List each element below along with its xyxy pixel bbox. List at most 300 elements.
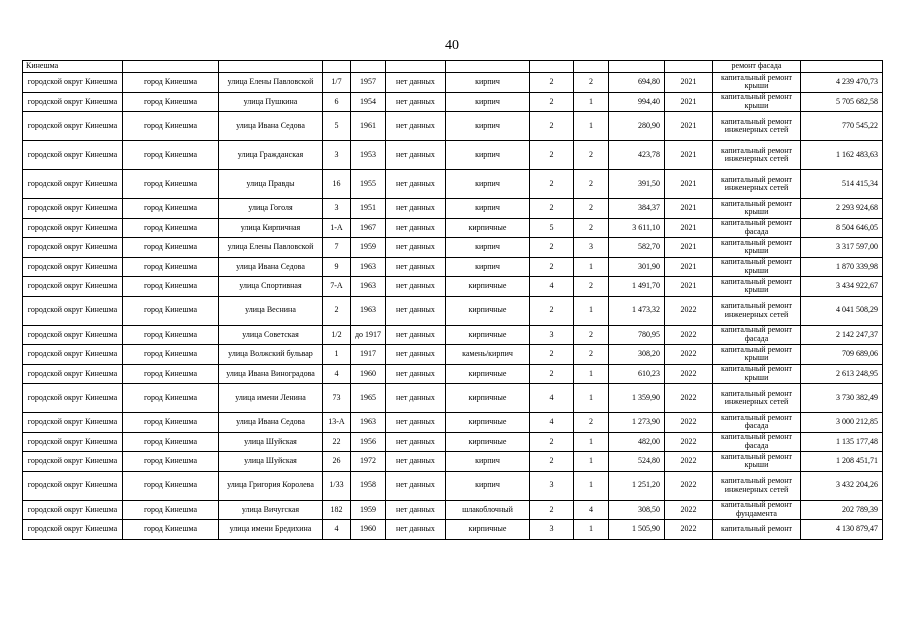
cell-entrances: 2 (574, 277, 609, 297)
cell-empty (219, 61, 323, 73)
cell-year-repair: нет данных (386, 520, 446, 540)
cell-wall-material: камень/кирпич (446, 345, 530, 365)
cell-street: улица Волжский бульвар (219, 345, 323, 365)
cell-wall-material: кирпич (446, 238, 530, 258)
cell-floors: 2 (530, 141, 574, 170)
cell-street: улица Вичугская (219, 500, 323, 520)
cell-floors: 2 (530, 92, 574, 112)
cell-work-type: капитальный ремонт фасада (713, 218, 801, 238)
cell-house-number: 4 (323, 364, 351, 384)
cell-entrances: 1 (574, 112, 609, 141)
table-row (23, 141, 883, 170)
cell-year-repair: нет данных (386, 364, 446, 384)
cell-area: 524,80 (609, 452, 665, 472)
cell-house-number: 73 (323, 384, 351, 413)
table-row (23, 257, 883, 277)
cell-street: улица Ивана Виноградова (219, 364, 323, 384)
cell-municipality: городской округ Кинешма (23, 277, 123, 297)
cell-work-type: капитальный ремонт крыши (713, 199, 801, 219)
cell-work-type: капитальный ремонт крыши (713, 277, 801, 297)
cell-area: 280,90 (609, 112, 665, 141)
cell-cost: 709 689,06 (801, 345, 883, 365)
cell-plan-year: 2021 (665, 199, 713, 219)
cell-area: 1 359,90 (609, 384, 665, 413)
cell-work-type: капитальный ремонт крыши (713, 452, 801, 472)
cell-year-repair: нет данных (386, 218, 446, 238)
cell-year-repair: нет данных (386, 170, 446, 199)
cell-cost: 1 208 451,71 (801, 452, 883, 472)
cell-house-number: 13-А (323, 413, 351, 433)
cell-work-type: капитальный ремонт инженерных сетей (713, 384, 801, 413)
cell-area: 391,50 (609, 170, 665, 199)
cell-house-number: 182 (323, 500, 351, 520)
cell-municipality: городской округ Кинешма (23, 413, 123, 433)
cell-house-number: 1/7 (323, 73, 351, 93)
cell-floors: 2 (530, 345, 574, 365)
cell-municipality: городской округ Кинешма (23, 345, 123, 365)
cell-floors: 2 (530, 238, 574, 258)
cell-house-number: 4 (323, 520, 351, 540)
cell-year-built: 1963 (351, 296, 386, 325)
cell-plan-year: 2022 (665, 345, 713, 365)
cell-settlement: город Кинешма (123, 238, 219, 258)
cell-year-built: 1967 (351, 218, 386, 238)
cell-area: 1 473,32 (609, 296, 665, 325)
cell-settlement: город Кинешма (123, 452, 219, 472)
cell-settlement: город Кинешма (123, 325, 219, 345)
cell-house-number: 7-А (323, 277, 351, 297)
cell-municipality: городской округ Кинешма (23, 238, 123, 258)
cell-wall-material: кирпичные (446, 413, 530, 433)
cell-wall-material: кирпичные (446, 384, 530, 413)
cell-year-repair: нет данных (386, 277, 446, 297)
cell-entrances: 2 (574, 73, 609, 93)
cell-year-repair: нет данных (386, 345, 446, 365)
cell-empty (574, 61, 609, 73)
cell-plan-year: 2022 (665, 325, 713, 345)
cell-year-built: 1917 (351, 345, 386, 365)
cell-area: 308,50 (609, 500, 665, 520)
cell-floors: 2 (530, 452, 574, 472)
cell-floors: 2 (530, 432, 574, 452)
cell-plan-year: 2022 (665, 452, 713, 472)
cell-municipality: городской округ Кинешма (23, 199, 123, 219)
cell-plan-year: 2022 (665, 471, 713, 500)
cell-street: улица Гоголя (219, 199, 323, 219)
cell-year-built: 1956 (351, 432, 386, 452)
table-row (23, 345, 883, 365)
cell-municipality: городской округ Кинешма (23, 452, 123, 472)
cell-area: 780,95 (609, 325, 665, 345)
cell-area: 423,78 (609, 141, 665, 170)
cell-plan-year: 2022 (665, 296, 713, 325)
cell-work-type: капитальный ремонт крыши (713, 92, 801, 112)
cell-empty (323, 61, 351, 73)
cell-area: 1 505,90 (609, 520, 665, 540)
cell-empty (446, 61, 530, 73)
cell-settlement: город Кинешма (123, 432, 219, 452)
cell-wall-material: кирпич (446, 452, 530, 472)
cell-house-number: 5 (323, 112, 351, 141)
cell-floors: 2 (530, 257, 574, 277)
cell-settlement: город Кинешма (123, 520, 219, 540)
cell-year-repair: нет данных (386, 413, 446, 433)
cell-cost: 4 239 470,73 (801, 73, 883, 93)
table-row (23, 471, 883, 500)
cell-settlement: город Кинешма (123, 199, 219, 219)
cell-cost: 770 545,22 (801, 112, 883, 141)
cell-settlement: город Кинешма (123, 257, 219, 277)
cell-entrances: 2 (574, 199, 609, 219)
cell-year-repair: нет данных (386, 452, 446, 472)
cell-area: 3 611,10 (609, 218, 665, 238)
cell-municipality: городской округ Кинешма (23, 364, 123, 384)
cell-wall-material: кирпич (446, 73, 530, 93)
cell-floors: 2 (530, 73, 574, 93)
cell-entrances: 2 (574, 170, 609, 199)
cell-area: 1 491,70 (609, 277, 665, 297)
cell-house-number: 1/2 (323, 325, 351, 345)
cell-area: 994,40 (609, 92, 665, 112)
cell-house-number: 7 (323, 238, 351, 258)
cell-area: 610,23 (609, 364, 665, 384)
cell-settlement: город Кинешма (123, 112, 219, 141)
cell-work-type: капитальный ремонт фундамента (713, 500, 801, 520)
cell-street: улица Ивана Седова (219, 112, 323, 141)
table-row-continued (23, 61, 883, 73)
cell-cost: 1 870 339,98 (801, 257, 883, 277)
cell-work-type: капитальный ремонт инженерных сетей (713, 170, 801, 199)
cell-municipality: городской округ Кинешма (23, 170, 123, 199)
cell-house-number: 1-А (323, 218, 351, 238)
cell-plan-year: 2021 (665, 170, 713, 199)
table-row (23, 73, 883, 93)
cell-cost: 2 613 248,95 (801, 364, 883, 384)
cell-year-built: 1972 (351, 452, 386, 472)
cell-year-built: 1963 (351, 257, 386, 277)
cell-plan-year: 2021 (665, 238, 713, 258)
cell-wall-material: кирпич (446, 199, 530, 219)
cell-wall-material: шлакоблочный (446, 500, 530, 520)
cell-work-type: капитальный ремонт фасада (713, 432, 801, 452)
cell-area: 308,20 (609, 345, 665, 365)
cell-street: улица Ивана Седова (219, 257, 323, 277)
cell-entrances: 2 (574, 345, 609, 365)
cell-house-number: 9 (323, 257, 351, 277)
cell-work-type: капитальный ремонт крыши (713, 238, 801, 258)
table-row (23, 384, 883, 413)
table-row (23, 500, 883, 520)
cell-municipality: городской округ Кинешма (23, 471, 123, 500)
cell-house-number: 16 (323, 170, 351, 199)
cell-municipality: городской округ Кинешма (23, 500, 123, 520)
cell-year-built: 1963 (351, 413, 386, 433)
cell-street: улица Веснина (219, 296, 323, 325)
cell-year-built: 1959 (351, 500, 386, 520)
cell-work-type: капитальный ремонт фасада (713, 325, 801, 345)
table-row (23, 364, 883, 384)
cell-floors: 4 (530, 277, 574, 297)
cell-house-number: 1/33 (323, 471, 351, 500)
cell-year-built: 1958 (351, 471, 386, 500)
cell-year-repair: нет данных (386, 500, 446, 520)
table-row (23, 218, 883, 238)
cell-plan-year: 2022 (665, 500, 713, 520)
table-row (23, 238, 883, 258)
cell-plan-year: 2021 (665, 218, 713, 238)
cell-cost: 2 142 247,37 (801, 325, 883, 345)
cell-work-type: капитальный ремонт крыши (713, 345, 801, 365)
table-row (23, 277, 883, 297)
cell-year-built: 1965 (351, 384, 386, 413)
cell-wall-material: кирпич (446, 257, 530, 277)
table-row (23, 199, 883, 219)
table-row (23, 520, 883, 540)
cell-entrances: 1 (574, 520, 609, 540)
cell-municipality: городской округ Кинешма (23, 92, 123, 112)
cell-work-type: капитальный ремонт (713, 520, 801, 540)
cell-empty (123, 61, 219, 73)
cell-empty (351, 61, 386, 73)
cell-year-built: 1960 (351, 364, 386, 384)
cell-plan-year: 2021 (665, 73, 713, 93)
cell-entrances: 1 (574, 296, 609, 325)
cell-street: улица Григория Королева (219, 471, 323, 500)
cell-year-built: 1951 (351, 199, 386, 219)
cell-work-type: капитальный ремонт инженерных сетей (713, 296, 801, 325)
cell-street: улица Правды (219, 170, 323, 199)
cell-work-type: капитальный ремонт фасада (713, 413, 801, 433)
cell-year-repair: нет данных (386, 92, 446, 112)
cell-cost: 3 000 212,85 (801, 413, 883, 433)
cell-settlement: город Кинешма (123, 141, 219, 170)
cell-year-repair: нет данных (386, 238, 446, 258)
cell-year-repair: нет данных (386, 141, 446, 170)
cell-year-built: 1963 (351, 277, 386, 297)
cell-house-number: 2 (323, 296, 351, 325)
cell-year-repair: нет данных (386, 325, 446, 345)
cell-floors: 5 (530, 218, 574, 238)
cell-municipality: городской округ Кинешма (23, 257, 123, 277)
cell-street: улица Советская (219, 325, 323, 345)
cell-wall-material: кирпичные (446, 520, 530, 540)
cell-settlement: город Кинешма (123, 413, 219, 433)
cell-street: улица Елены Павловской (219, 238, 323, 258)
cell-settlement: город Кинешма (123, 500, 219, 520)
cell-municipality: городской округ Кинешма (23, 325, 123, 345)
cell-area: 1 273,90 (609, 413, 665, 433)
cell-house-number: 1 (323, 345, 351, 365)
cell-street: улица Ивана Седова (219, 413, 323, 433)
cell-year-built: 1954 (351, 92, 386, 112)
cell-settlement: город Кинешма (123, 364, 219, 384)
cell-cost: 3 434 922,67 (801, 277, 883, 297)
cell-area: 301,90 (609, 257, 665, 277)
cell-year-repair: нет данных (386, 112, 446, 141)
cell-house-number: 26 (323, 452, 351, 472)
cell-work-type: капитальный ремонт крыши (713, 364, 801, 384)
cell-floors: 3 (530, 520, 574, 540)
cell-entrances: 1 (574, 364, 609, 384)
cell-cost: 202 789,39 (801, 500, 883, 520)
cell-year-built: 1953 (351, 141, 386, 170)
cell-floors: 3 (530, 325, 574, 345)
cell-wall-material: кирпич (446, 112, 530, 141)
cell-entrances: 1 (574, 471, 609, 500)
cell-wall-material: кирпич (446, 141, 530, 170)
cell-year-built: 1961 (351, 112, 386, 141)
cell-cost: 4 130 879,47 (801, 520, 883, 540)
cell-cost: 3 730 382,49 (801, 384, 883, 413)
cell-work-type: ремонт фасада (713, 61, 801, 73)
cell-street: улица Гражданская (219, 141, 323, 170)
cell-year-built: 1960 (351, 520, 386, 540)
cell-entrances: 3 (574, 238, 609, 258)
page-number: 40 (445, 38, 459, 53)
cell-plan-year: 2022 (665, 364, 713, 384)
cell-settlement: город Кинешма (123, 296, 219, 325)
cell-municipality: городской округ Кинешма (23, 73, 123, 93)
cell-wall-material: кирпич (446, 471, 530, 500)
cell-plan-year: 2021 (665, 92, 713, 112)
cell-house-number: 3 (323, 141, 351, 170)
cell-work-type: капитальный ремонт инженерных сетей (713, 471, 801, 500)
cell-entrances: 2 (574, 218, 609, 238)
cell-cost: 3 432 204,26 (801, 471, 883, 500)
cell-year-repair: нет данных (386, 471, 446, 500)
cell-street: улица имени Ленина (219, 384, 323, 413)
cell-year-repair: нет данных (386, 199, 446, 219)
table-row (23, 170, 883, 199)
cell-floors: 2 (530, 199, 574, 219)
cell-work-type: капитальный ремонт крыши (713, 73, 801, 93)
cell-settlement: город Кинешма (123, 345, 219, 365)
cell-year-built: 1957 (351, 73, 386, 93)
cell-wall-material: кирпичные (446, 218, 530, 238)
cell-cost: 5 705 682,58 (801, 92, 883, 112)
cell-settlement: город Кинешма (123, 471, 219, 500)
cell-cost: 3 317 597,00 (801, 238, 883, 258)
cell-street: улица Спортивная (219, 277, 323, 297)
repair-registry-table (22, 60, 883, 540)
cell-work-type: капитальный ремонт инженерных сетей (713, 112, 801, 141)
table-row (23, 452, 883, 472)
cell-empty (665, 61, 713, 73)
cell-entrances: 1 (574, 257, 609, 277)
cell-cost: 1 135 177,48 (801, 432, 883, 452)
cell-area: 384,37 (609, 199, 665, 219)
cell-floors: 2 (530, 112, 574, 141)
cell-wall-material: кирпичные (446, 296, 530, 325)
cell-plan-year: 2021 (665, 257, 713, 277)
cell-year-built: 1955 (351, 170, 386, 199)
cell-street: улица Пушкина (219, 92, 323, 112)
table-row (23, 325, 883, 345)
cell-floors: 2 (530, 170, 574, 199)
cell-area: 582,70 (609, 238, 665, 258)
cell-settlement: город Кинешма (123, 218, 219, 238)
cell-empty (530, 61, 574, 73)
cell-empty (386, 61, 446, 73)
cell-floors: 4 (530, 384, 574, 413)
table-row (23, 432, 883, 452)
cell-street: улица Кирпичная (219, 218, 323, 238)
cell-empty (801, 61, 883, 73)
cell-municipality: Кинешма (23, 61, 123, 73)
cell-street: улица имени Бредихина (219, 520, 323, 540)
cell-wall-material: кирпичные (446, 432, 530, 452)
cell-house-number: 6 (323, 92, 351, 112)
table-row (23, 413, 883, 433)
cell-year-repair: нет данных (386, 384, 446, 413)
cell-floors: 4 (530, 413, 574, 433)
cell-house-number: 3 (323, 199, 351, 219)
cell-cost: 8 504 646,05 (801, 218, 883, 238)
cell-municipality: городской округ Кинешма (23, 141, 123, 170)
cell-entrances: 2 (574, 413, 609, 433)
cell-plan-year: 2021 (665, 141, 713, 170)
cell-wall-material: кирпичные (446, 325, 530, 345)
cell-area: 1 251,20 (609, 471, 665, 500)
cell-plan-year: 2022 (665, 413, 713, 433)
cell-wall-material: кирпичные (446, 364, 530, 384)
cell-year-repair: нет данных (386, 296, 446, 325)
cell-wall-material: кирпич (446, 170, 530, 199)
cell-entrances: 4 (574, 500, 609, 520)
cell-area: 694,80 (609, 73, 665, 93)
cell-settlement: город Кинешма (123, 73, 219, 93)
cell-year-repair: нет данных (386, 73, 446, 93)
cell-settlement: город Кинешма (123, 277, 219, 297)
cell-settlement: город Кинешма (123, 170, 219, 199)
cell-plan-year: 2021 (665, 277, 713, 297)
table-body (23, 61, 883, 540)
cell-municipality: городской округ Кинешма (23, 520, 123, 540)
cell-municipality: городской округ Кинешма (23, 218, 123, 238)
cell-municipality: городской округ Кинешма (23, 112, 123, 141)
cell-house-number: 22 (323, 432, 351, 452)
table-row (23, 296, 883, 325)
cell-cost: 4 041 508,29 (801, 296, 883, 325)
cell-cost: 1 162 483,63 (801, 141, 883, 170)
cell-wall-material: кирпич (446, 92, 530, 112)
cell-year-repair: нет данных (386, 432, 446, 452)
table-row (23, 92, 883, 112)
cell-entrances: 1 (574, 384, 609, 413)
cell-cost: 2 293 924,68 (801, 199, 883, 219)
cell-floors: 2 (530, 296, 574, 325)
cell-settlement: город Кинешма (123, 384, 219, 413)
cell-entrances: 1 (574, 432, 609, 452)
cell-settlement: город Кинешма (123, 92, 219, 112)
cell-wall-material: кирпичные (446, 277, 530, 297)
cell-municipality: городской округ Кинешма (23, 296, 123, 325)
cell-year-built: 1959 (351, 238, 386, 258)
cell-empty (609, 61, 665, 73)
cell-plan-year: 2021 (665, 112, 713, 141)
cell-year-built: до 1917 (351, 325, 386, 345)
cell-entrances: 2 (574, 325, 609, 345)
table-row (23, 112, 883, 141)
cell-work-type: капитальный ремонт инженерных сетей (713, 141, 801, 170)
cell-year-repair: нет данных (386, 257, 446, 277)
cell-municipality: городской округ Кинешма (23, 432, 123, 452)
cell-floors: 2 (530, 364, 574, 384)
cell-cost: 514 415,34 (801, 170, 883, 199)
cell-floors: 2 (530, 500, 574, 520)
cell-street: улица Шуйская (219, 452, 323, 472)
cell-entrances: 1 (574, 452, 609, 472)
